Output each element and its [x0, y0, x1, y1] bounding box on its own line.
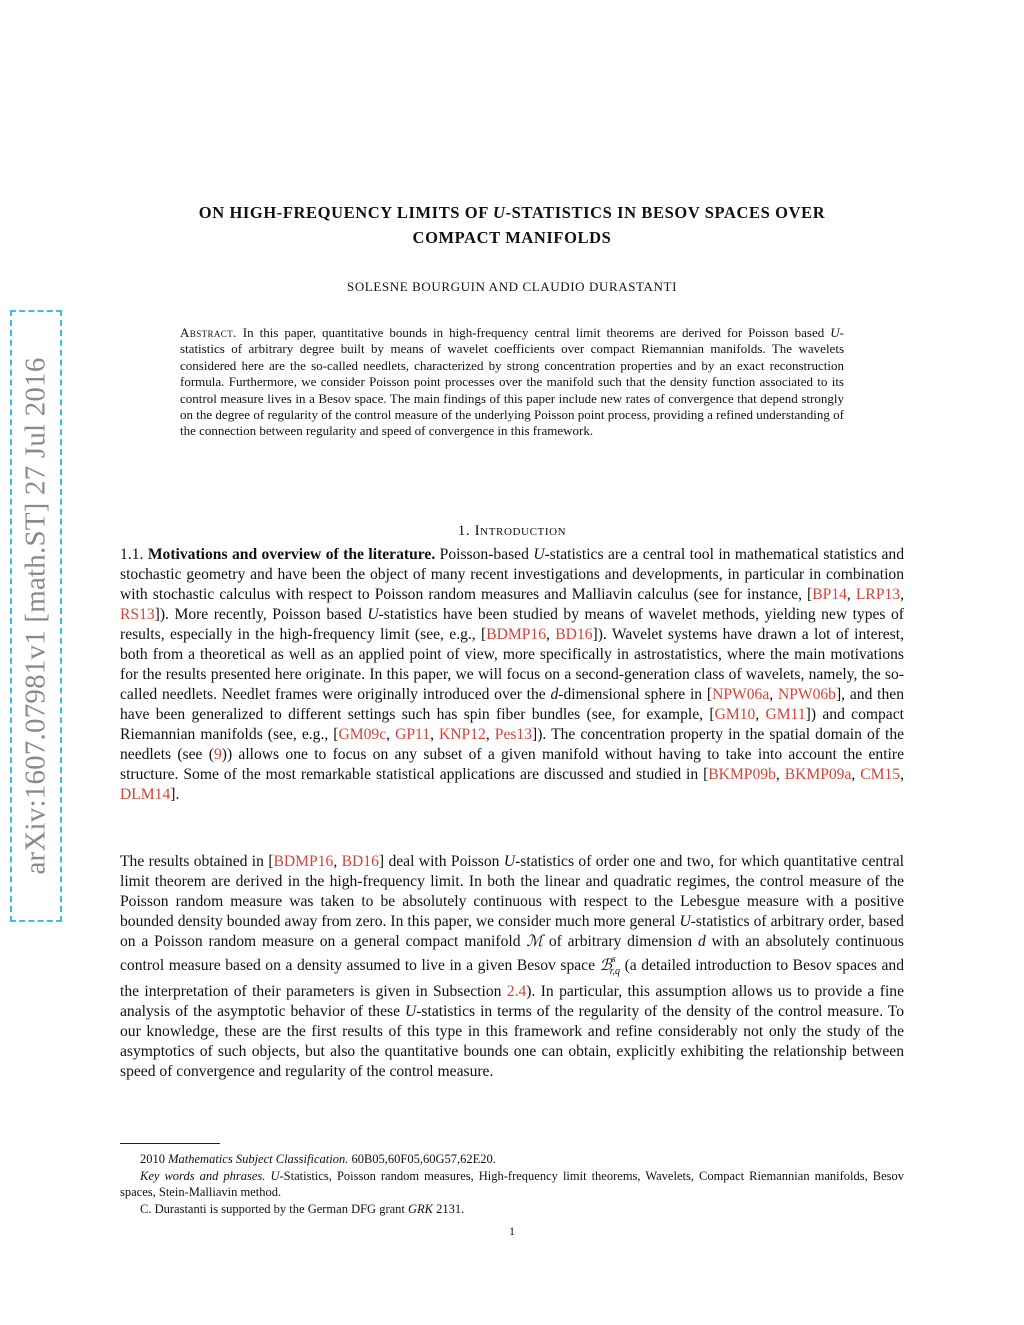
citation-link[interactable]: NPW06a: [712, 686, 770, 703]
footnote-text: C. Durastanti is supported by the German DFG grant: [140, 1201, 409, 1216]
footnote-label: Key words and phrases.: [140, 1168, 266, 1183]
section-heading-introduction: [120, 523, 904, 540]
section-title: Introduction: [474, 523, 567, 539]
body-text: Poisson-based: [435, 546, 534, 563]
footnote-funding: [120, 1201, 904, 1218]
citation-link[interactable]: BD16: [555, 626, 593, 643]
footnote-divider: [120, 1143, 220, 1144]
body-text: -statistics of arbitrary order, based on a Poisson random measure on a general compact manifold: [120, 913, 904, 950]
body-text: (a detailed introduction to Besov spaces and the interpretation of their parameters is given in Subsection: [120, 957, 904, 1001]
math-d: d: [697, 933, 706, 950]
citation-link[interactable]: RS13: [120, 606, 155, 623]
math-u: U: [830, 325, 840, 340]
math-besov-space: [599, 954, 621, 978]
footnote-text: -Statistics, Poisson random measures, High-frequency limit theorems, Wavelets, Compact Riemannian manifolds, Besov spaces, Stein-Malliavin method.: [120, 1168, 905, 1199]
body-text: The results obtained in [: [120, 853, 274, 870]
math-u: U: [503, 853, 516, 870]
section-number: 1.: [457, 523, 475, 539]
abstract-text: -statistics of arbitrary degree built by means of wavelet coefficients over compact Riemannian manifolds. The wavelets considered here are the so-called needlets, characterized by strong concentration properties and by an exact reconstruction formula. Furthermore, we consider Poisson point processes over the manifold such that the density function associated to its control measure lives in a Besov space. The main findings of this paper include new rates of convergence that depend strongly on the degree of regularity of the control measure of the underlying Poisson point process, providing a refined understanding of the connection between regularity and speed of convergence in this framework.: [180, 325, 844, 439]
body-text: -statistics are a central tool in mathematical statistics and stochastic geometry and have been the object of many recent investigations and developments, in particular in combination with stochastic calculus with respect to Poisson random measures and Malliavin calculus (see for instance, [: [120, 546, 904, 603]
citation-link[interactable]: BDMP16: [486, 626, 547, 643]
separator: ,: [333, 853, 342, 870]
citation-link[interactable]: DLM14: [120, 786, 171, 803]
math-d: d: [550, 686, 559, 703]
citation-link[interactable]: GM09c: [338, 726, 387, 743]
footnotes: [120, 1151, 904, 1217]
math-u: U: [404, 1003, 417, 1021]
separator: ,: [900, 766, 904, 783]
separator: ,: [775, 766, 785, 783]
besov-subscript: r,q: [609, 966, 621, 978]
citation-link[interactable]: KNP12: [439, 726, 486, 743]
abstract: [180, 325, 844, 440]
citation-link[interactable]: Pes13: [494, 726, 533, 743]
body-text: ). In particular, this assumption allows us to provide a fine analysis of the asymptotic behavior of these: [120, 983, 904, 1021]
citation-link[interactable]: GM11: [765, 706, 806, 723]
footnote-keywords: [120, 1168, 904, 1201]
besov-symbol: ℬ: [599, 957, 612, 975]
footnote-msc: [120, 1151, 904, 1168]
body-text: ].: [170, 786, 180, 803]
citation-link[interactable]: BDMP16: [273, 853, 334, 870]
citation-link[interactable]: BKMP09b: [708, 766, 776, 783]
math-u: U: [367, 606, 379, 623]
body-text: of arbitrary dimension: [543, 933, 698, 950]
body-text: -statistics of order one and two, for which quantitative central limit theorem are derived in the high-frequency limit. In both the linear and quadratic regimes, the control measure of the Poisson random measure was taken to be absolutely continuous with respect to the Lebesgue measure with a positive bounded density bounded away from zero. In this paper, we consider much more general: [120, 853, 905, 930]
body-text: ] deal with Poisson: [378, 853, 504, 870]
citation-link[interactable]: GM10: [714, 706, 756, 723]
title-line-2: COMPACT MANIFOLDS: [412, 228, 612, 247]
paper-title: [120, 200, 904, 250]
body-text: with an absolutely continuous control measure based on a density assumed to live in a given Besov space: [120, 933, 904, 975]
separator: ,: [386, 726, 396, 743]
body-text: -statistics have been studied by means of wavelet methods, yielding new types of results, especially in the high-frequency limit (see, e.g., [: [120, 606, 904, 643]
separator: ,: [846, 586, 856, 603]
citation-link[interactable]: CM15: [860, 766, 901, 783]
body-text: -dimensional sphere in [: [558, 686, 713, 703]
besov-superscript: s: [611, 954, 616, 965]
citation-link[interactable]: BD16: [341, 853, 379, 870]
math-u: U: [533, 546, 545, 563]
footnote-grant-name: GRK: [408, 1201, 434, 1216]
equation-link[interactable]: 9: [213, 746, 222, 763]
separator: ,: [900, 586, 904, 603]
paragraph-motivations: [120, 545, 904, 805]
body-text: ]). Wavelet systems have drawn a lot of interest, both from a theoretical as well as an applied point of view, more specifically in astrostatistics, where the main motivations for the results presented here originate. In this paper, we will focus on a second-generation class of wavelets, namely, the so-called needlets. Needlet frames were originally introduced over the: [120, 626, 904, 703]
footnote-text: 2010: [140, 1152, 169, 1166]
subsection-number: 1.1.: [120, 546, 148, 563]
separator: ,: [546, 626, 556, 643]
title-part: -STATISTICS IN BESOV SPACES OVER: [505, 203, 826, 222]
math-manifold-symbol: ℳ: [526, 933, 544, 950]
body-text: ], and then have been generalized to different settings such has spin fiber bundles (see, for example, [: [120, 686, 904, 723]
body-text: )) allows one to focus on any subset of a given manifold without having to take into account the entire structure. Some of the most remarkable statistical applications are discussed and studied in [: [120, 746, 904, 783]
separator: ,: [851, 766, 861, 783]
separator: ,: [769, 686, 778, 703]
abstract-text: In this paper, quantitative bounds in high-frequency central limit theorems are derived for Poisson based: [236, 325, 831, 340]
separator: ,: [755, 706, 766, 723]
citation-link[interactable]: BP14: [812, 586, 847, 603]
separator: ,: [430, 726, 440, 743]
footnote-text: 2131.: [433, 1201, 465, 1216]
body-text: ]). The concentration property in the spatial domain of the needlets (see (: [120, 726, 905, 763]
body-text: ]) and compact Riemannian manifolds (see, e.g., [: [120, 706, 904, 743]
separator: ,: [485, 726, 495, 743]
citation-link[interactable]: BKMP09a: [784, 766, 852, 783]
abstract-label: Abstract.: [180, 325, 237, 340]
math-u: U: [270, 1168, 280, 1183]
title-math-u: U: [493, 203, 506, 222]
footnote-label: Mathematics Subject Classification.: [168, 1152, 349, 1166]
math-u: U: [679, 913, 691, 930]
paper-authors: SOLESNE BOURGUIN AND CLAUDIO DURASTANTI: [346, 279, 678, 294]
footnote-text: 60B05,60F05,60G57,62E20.: [348, 1152, 496, 1166]
arxiv-identifier: arXiv:1607.07981v1 [math.ST] 27 Jul 2016: [19, 357, 52, 875]
page-number: 1: [509, 1224, 515, 1238]
body-text: ]). More recently, Poisson based: [154, 606, 368, 623]
body-text: -statistics in terms of the regularity of the density of the control measure. To our knowledge, these are the first results of this type in this framework and refine considerably not only the study of the asymptotics of such objects, but also the quantitative bounds one can obtain, explicitly exhibiting the relationship between speed of convergence and regularity of the control measure.: [120, 1003, 904, 1081]
citation-link[interactable]: NPW06b: [777, 686, 836, 703]
paragraph-results: [120, 852, 904, 1082]
subsection-title: Motivations and overview of the literature.: [147, 546, 436, 563]
citation-link[interactable]: GP11: [395, 726, 431, 743]
subsection-link[interactable]: 2.4: [506, 983, 527, 1001]
arxiv-stamp: [10, 310, 62, 922]
citation-link[interactable]: LRP13: [855, 586, 901, 603]
title-part: ON HIGH-FREQUENCY LIMITS OF: [198, 203, 494, 222]
